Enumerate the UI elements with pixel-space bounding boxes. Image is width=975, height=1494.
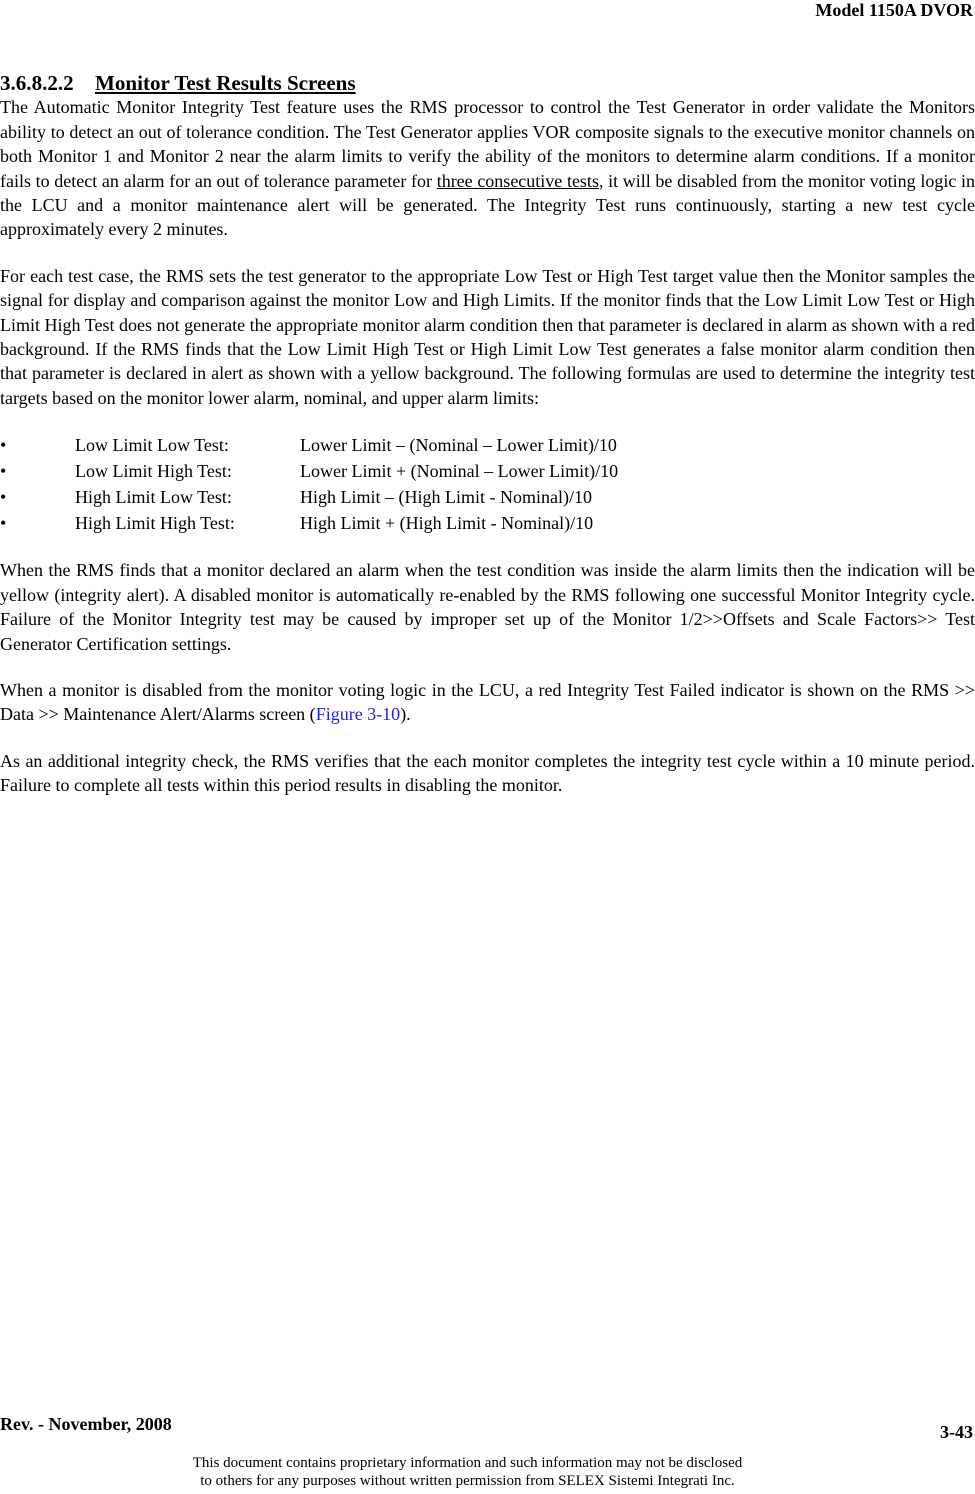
section-heading — [0, 71, 975, 95]
paragraph-integrity-test-intro — [0, 95, 975, 241]
paragraph-text: The Automatic Monitor Integrity Test feature uses the RMS processor to control the Test Generator in order validate the Monitors ability to detect an out of tolerance condition. The Test Generator applies VOR composite signals to the executive monitor channels on both Monitor 1 and Monitor 2 near the alarm limits to verify the ability of the monitors to determine alarm conditions. If a monitor fails to detect an alarm for an out of tolerance parameter for — [0, 97, 975, 191]
formula-item — [0, 510, 975, 536]
formula-item — [0, 458, 975, 484]
section-title: Monitor Test Results Screens — [95, 71, 356, 95]
formula-item — [0, 432, 975, 458]
footer-page-number: 3-43 — [940, 1422, 973, 1442]
figure-link[interactable]: Figure 3-10 — [315, 704, 401, 725]
formula-label: Low Limit Low Test: — [75, 435, 229, 456]
formula-item — [0, 484, 975, 510]
section-number: 3.6.8.2.2 — [0, 71, 74, 95]
underlined-phrase: three consecutive tests — [436, 170, 599, 191]
bullet-icon: • — [0, 435, 7, 456]
paragraph-disabled-monitor — [0, 678, 975, 727]
disclaimer-line: This document contains proprietary information and such information may not be disclosed — [192, 1455, 743, 1471]
formula-label: High Limit High Test: — [75, 513, 235, 534]
paragraph-test-cases: For each test case, the RMS sets the test generator to the appropriate Low Test or High Test target value then the Monitor samples the signal for display and comparison against the monitor Low and High Limits. If the monitor finds that the Low Limit Low Test or High Limit High Test does not generate the appropriate monitor alarm condition then that parameter is declared in alarm as shown with a red background. If the RMS finds that the Low Limit High Test or High Limit Low Test generates a false monitor alarm condition then that parameter is declared in alert as shown with a yellow background. The following formulas are used to determine the integrity test targets based on the monitor lower alarm, nominal, and upper alarm limits: — [0, 265, 975, 408]
formula-list — [0, 432, 975, 536]
footer-disclaimer — [0, 1454, 935, 1490]
bullet-icon: • — [0, 513, 7, 534]
bullet-icon: • — [0, 487, 7, 508]
paragraph-text: , it will be disabled from the monitor voting logic in the LCU and a monitor maintenance alert will be generated. The Integrity Test runs continuously, starting a new test cycle approximately every 2 minutes. — [0, 170, 975, 240]
formula-expression: Lower Limit – (Nominal – Lower Limit)/10 — [300, 435, 617, 456]
document-body — [0, 71, 975, 798]
page-header-model: Model 1150A DVOR — [815, 0, 973, 20]
disclaimer-line: to others for any purposes without written permission from SELEX Sistemi Integrati Inc. — [200, 1473, 735, 1489]
formula-label: High Limit Low Test: — [75, 487, 232, 508]
formula-expression: High Limit – (High Limit - Nominal)/10 — [300, 487, 592, 508]
paragraph-yellow-indication: When the RMS finds that a monitor declared an alarm when the test condition was inside the alarm limits then the indication will be yellow (integrity alert). A disabled monitor is automatically re-enabled by the RMS following one successful Monitor Integrity cycle. Failure of the Monitor Integrity test may be caused by improper set up of the Monitor 1/2>>Offsets and Scale Factors>> Test Generator Certification settings. — [0, 560, 975, 654]
formula-label: Low Limit High Test: — [75, 461, 232, 482]
bullet-icon: • — [0, 461, 7, 482]
footer-revision: Rev. - November, 2008 — [0, 1414, 172, 1434]
formula-expression: Lower Limit + (Nominal – Lower Limit)/10 — [300, 461, 619, 482]
paragraph-additional-check: As an additional integrity check, the RMS verifies that the each monitor completes the integrity test cycle within a 10 minute period. Failure to complete all tests within this period results in disabling the monitor. — [0, 750, 975, 796]
formula-expression: High Limit + (High Limit - Nominal)/10 — [300, 513, 594, 534]
paragraph-text: When a monitor is disabled from the monitor voting logic in the LCU, a red Integrity Test Failed indicator is shown on the RMS >> Data >> Maintenance Alert/Alarms screen ( — [0, 679, 975, 725]
paragraph-text: ). — [400, 704, 411, 725]
